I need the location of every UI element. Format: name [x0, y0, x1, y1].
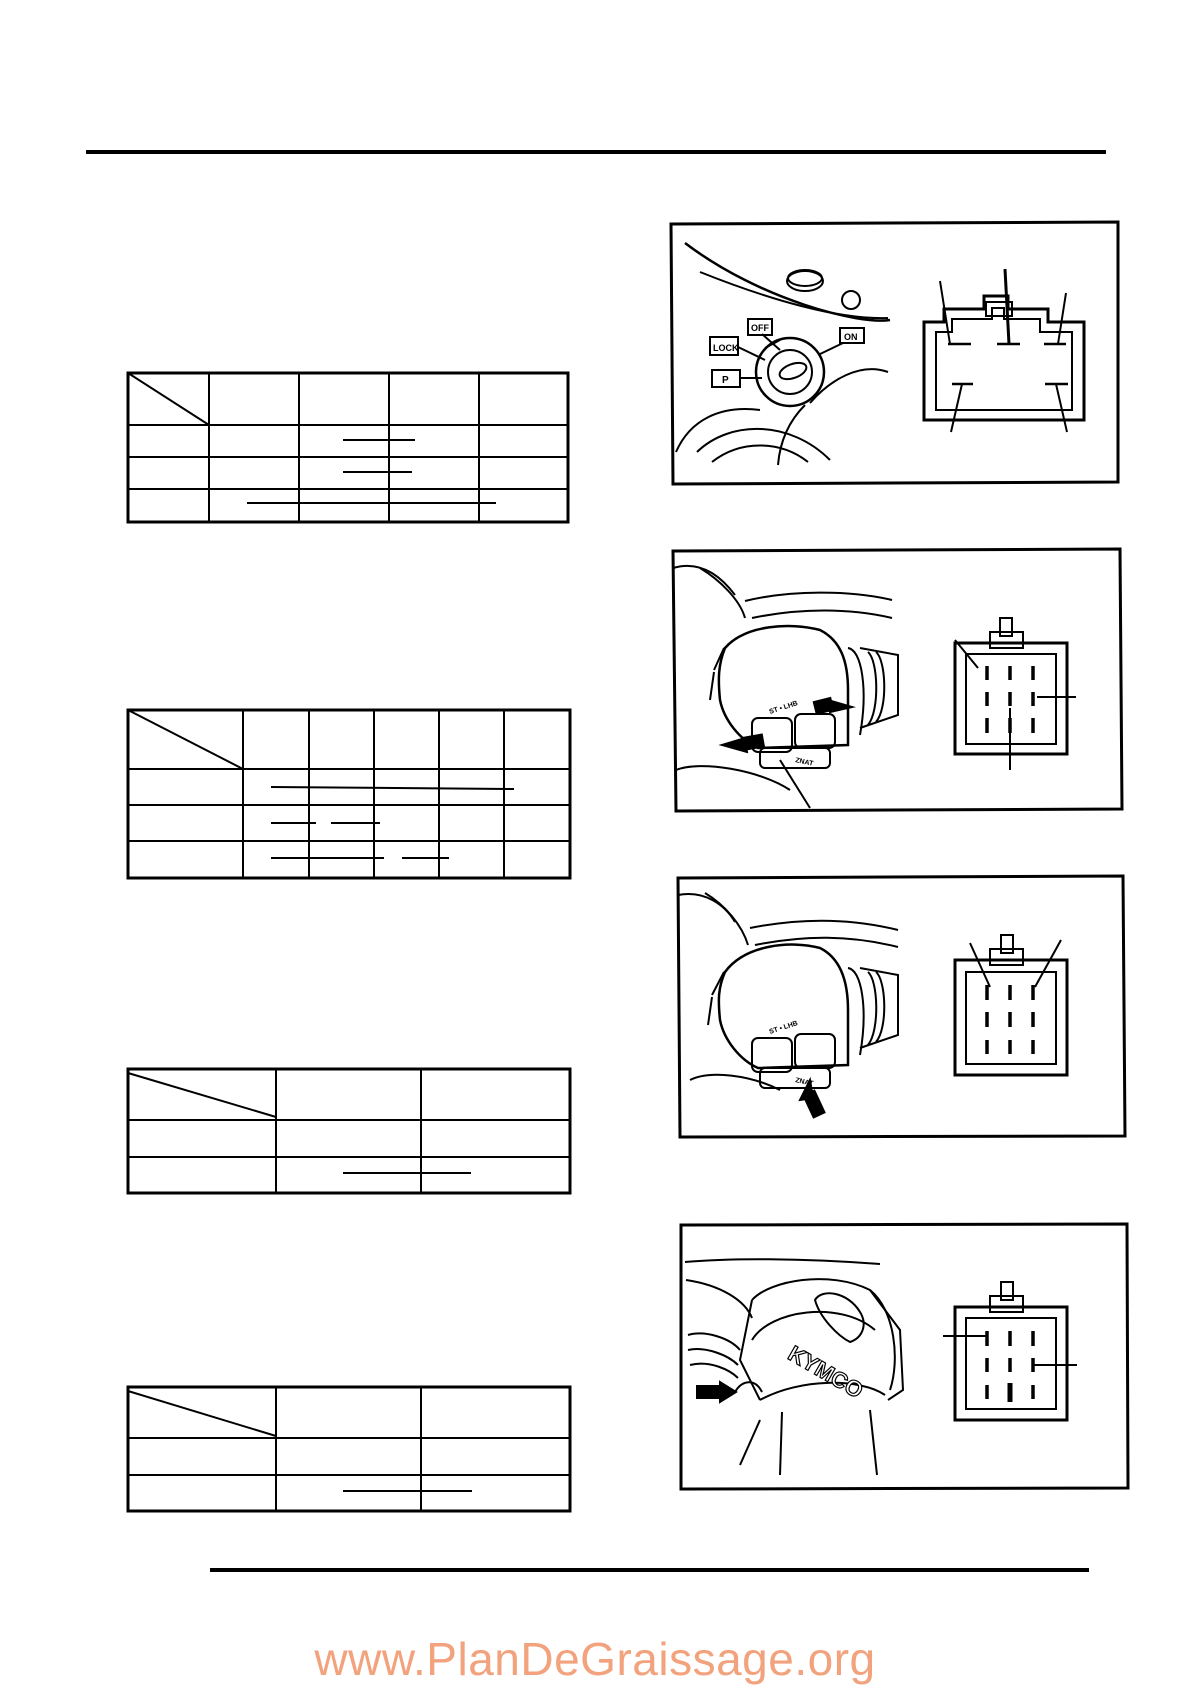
continuity-line [271, 787, 514, 789]
continuity-table-1 [128, 373, 568, 522]
figure-ignition-switch [671, 222, 1118, 484]
switch-2-label: ST • LHB [768, 1020, 799, 1036]
figure-handlebar-switch-1 [673, 549, 1122, 811]
ignition-label-on: ON [844, 332, 858, 342]
switch-1-bottom-label: ZNAT [794, 757, 814, 768]
switch-1-label: ST • LHB [768, 700, 799, 716]
figure-handlebar-switch-2 [678, 876, 1125, 1137]
switch-2-bottom-label: ZNAT [794, 1077, 814, 1088]
continuity-table-3 [128, 1069, 570, 1193]
grip-brand-text: KYMCO [784, 1340, 868, 1404]
ignition-label-lock: LOCK [713, 343, 739, 353]
ignition-label-off: OFF [751, 323, 769, 333]
continuity-table-2 [128, 710, 570, 878]
watermark: www.PlanDeGraissage.org [314, 1633, 876, 1685]
continuity-table-4 [128, 1387, 570, 1511]
figure-grip-switch [681, 1224, 1128, 1489]
ignition-label-p: P [722, 375, 729, 386]
